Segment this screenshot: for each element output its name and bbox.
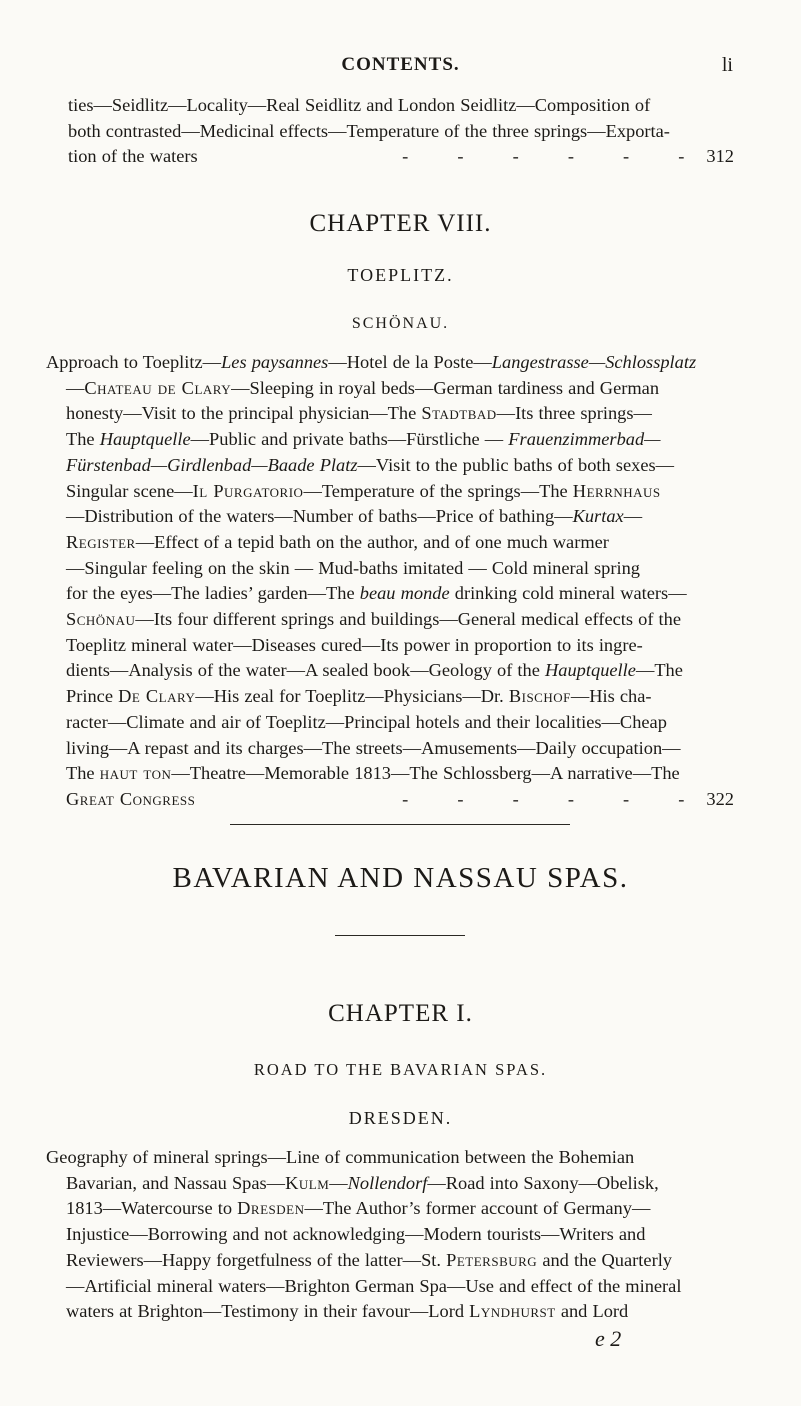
text-line: Singular scene—Il Purgatorio—Temperature of the springs—The Herrnhaus bbox=[66, 480, 661, 501]
text-line-with-page bbox=[68, 144, 734, 170]
text-line-with-page bbox=[46, 787, 734, 813]
text-line: The haut ton—Theatre—Memorable 1813—The Schlossberg—A narrative—The bbox=[66, 763, 680, 784]
chapter-heading: CHAPTER VIII. bbox=[309, 210, 492, 237]
chapter-place: DRESDEN. bbox=[348, 1108, 453, 1128]
text-line: Schönau—Its four different springs and buildings—General medical effects of the bbox=[66, 609, 682, 630]
leader-dashes: - - - - - - bbox=[402, 146, 707, 167]
text-line: Reviewers—Happy forgetfulness of the latter—St. Petersburg and the Quarterly bbox=[66, 1249, 672, 1270]
text-line: Register—Effect of a tepid bath on the author, and of one much warmer bbox=[66, 531, 609, 552]
chapter-heading: CHAPTER I. bbox=[328, 1000, 473, 1027]
text-line: racter—Climate and air of Toeplitz—Principal hotels and their localities—Cheap bbox=[66, 711, 667, 732]
chapter-subplace: SCHÖNAU. bbox=[351, 315, 450, 332]
leader-dashes: - - - - - - bbox=[402, 788, 707, 809]
contents-entry-toeplitz bbox=[46, 350, 734, 813]
short-rule bbox=[335, 935, 465, 936]
text-line: for the eyes—The ladies’ garden—The beau monde drinking cold mineral waters— bbox=[66, 583, 687, 604]
text-line: Injustice—Borrowing and not acknowledging—Modern tourists—Writers and bbox=[66, 1224, 646, 1245]
page-reference: 312 bbox=[706, 146, 734, 167]
text-line: Prince De Clary—His zeal for Toeplitz—Physicians—Dr. Bischof—His cha- bbox=[66, 686, 652, 707]
text-line: —Distribution of the waters—Number of baths—Price of bathing—Kurtax— bbox=[66, 506, 643, 527]
running-title: CONTENTS. bbox=[341, 54, 460, 75]
text-line: both contrasted—Medicinal effects—Temperature of the three springs—Exporta- bbox=[68, 120, 670, 141]
contents-entry-dresden bbox=[46, 1145, 734, 1325]
text-line: ties—Seidlitz—Locality—Real Seidlitz and London Seidlitz—Composition of bbox=[68, 95, 651, 115]
text-line: honesty—Visit to the principal physician—The Stadtbad—Its three springs— bbox=[66, 403, 652, 424]
text-segment: Great Congress bbox=[66, 788, 196, 809]
page-number: li bbox=[721, 54, 733, 76]
contents-entry-seidlitz bbox=[68, 93, 734, 170]
part-heading: BAVARIAN AND NASSAU SPAS. bbox=[172, 862, 629, 894]
section-rule bbox=[230, 824, 570, 825]
text-line: —Artificial mineral waters—Brighton German Spa—Use and effect of the mineral bbox=[66, 1275, 682, 1296]
text-line: The Hauptquelle—Public and private baths—Fürstliche — Frauenzimmerbad— bbox=[66, 429, 661, 450]
text-line: Fürstenbad—Girdlenbad—Baade Platz—Visit to the public baths of both sexes— bbox=[66, 454, 675, 475]
running-head bbox=[0, 54, 801, 84]
text-line: —Chateau de Clary—Sleeping in royal beds—German tardiness and German bbox=[66, 377, 660, 398]
page-reference: 322 bbox=[706, 788, 734, 809]
text-line: waters at Brighton—Testimony in their favour—Lord Lyndhurst and Lord bbox=[66, 1301, 629, 1322]
text-line: —Singular feeling on the skin — Mud-baths imitated — Cold mineral spring bbox=[66, 557, 641, 578]
text-line: Geography of mineral springs—Line of communication between the Bohemian bbox=[46, 1147, 635, 1167]
text-segment: tion of the waters bbox=[68, 146, 198, 167]
text-line: Approach to Toeplitz—Les paysannes—Hotel de la Poste—Langestrasse—Schlossplatz bbox=[46, 352, 697, 372]
chapter-place: TOEPLITZ. bbox=[347, 265, 454, 285]
text-line: 1813—Watercourse to Dresden—The Author’s former account of Germany— bbox=[66, 1198, 651, 1219]
chapter-subtitle: ROAD TO THE BAVARIAN SPAS. bbox=[253, 1060, 548, 1079]
text-line: living—A repast and its charges—The streets—Amusements—Daily occupation— bbox=[66, 737, 681, 758]
text-line: Toeplitz mineral water—Diseases cured—Its power in proportion to its ingre- bbox=[66, 634, 643, 655]
text-line: dients—Analysis of the water—A sealed book—Geology of the Hauptquelle—The bbox=[66, 660, 683, 681]
signature-mark: e 2 bbox=[595, 1326, 622, 1351]
text-line: Bavarian, and Nassau Spas—Kulm—Nollendorf—Road into Saxony—Obelisk, bbox=[66, 1172, 659, 1193]
